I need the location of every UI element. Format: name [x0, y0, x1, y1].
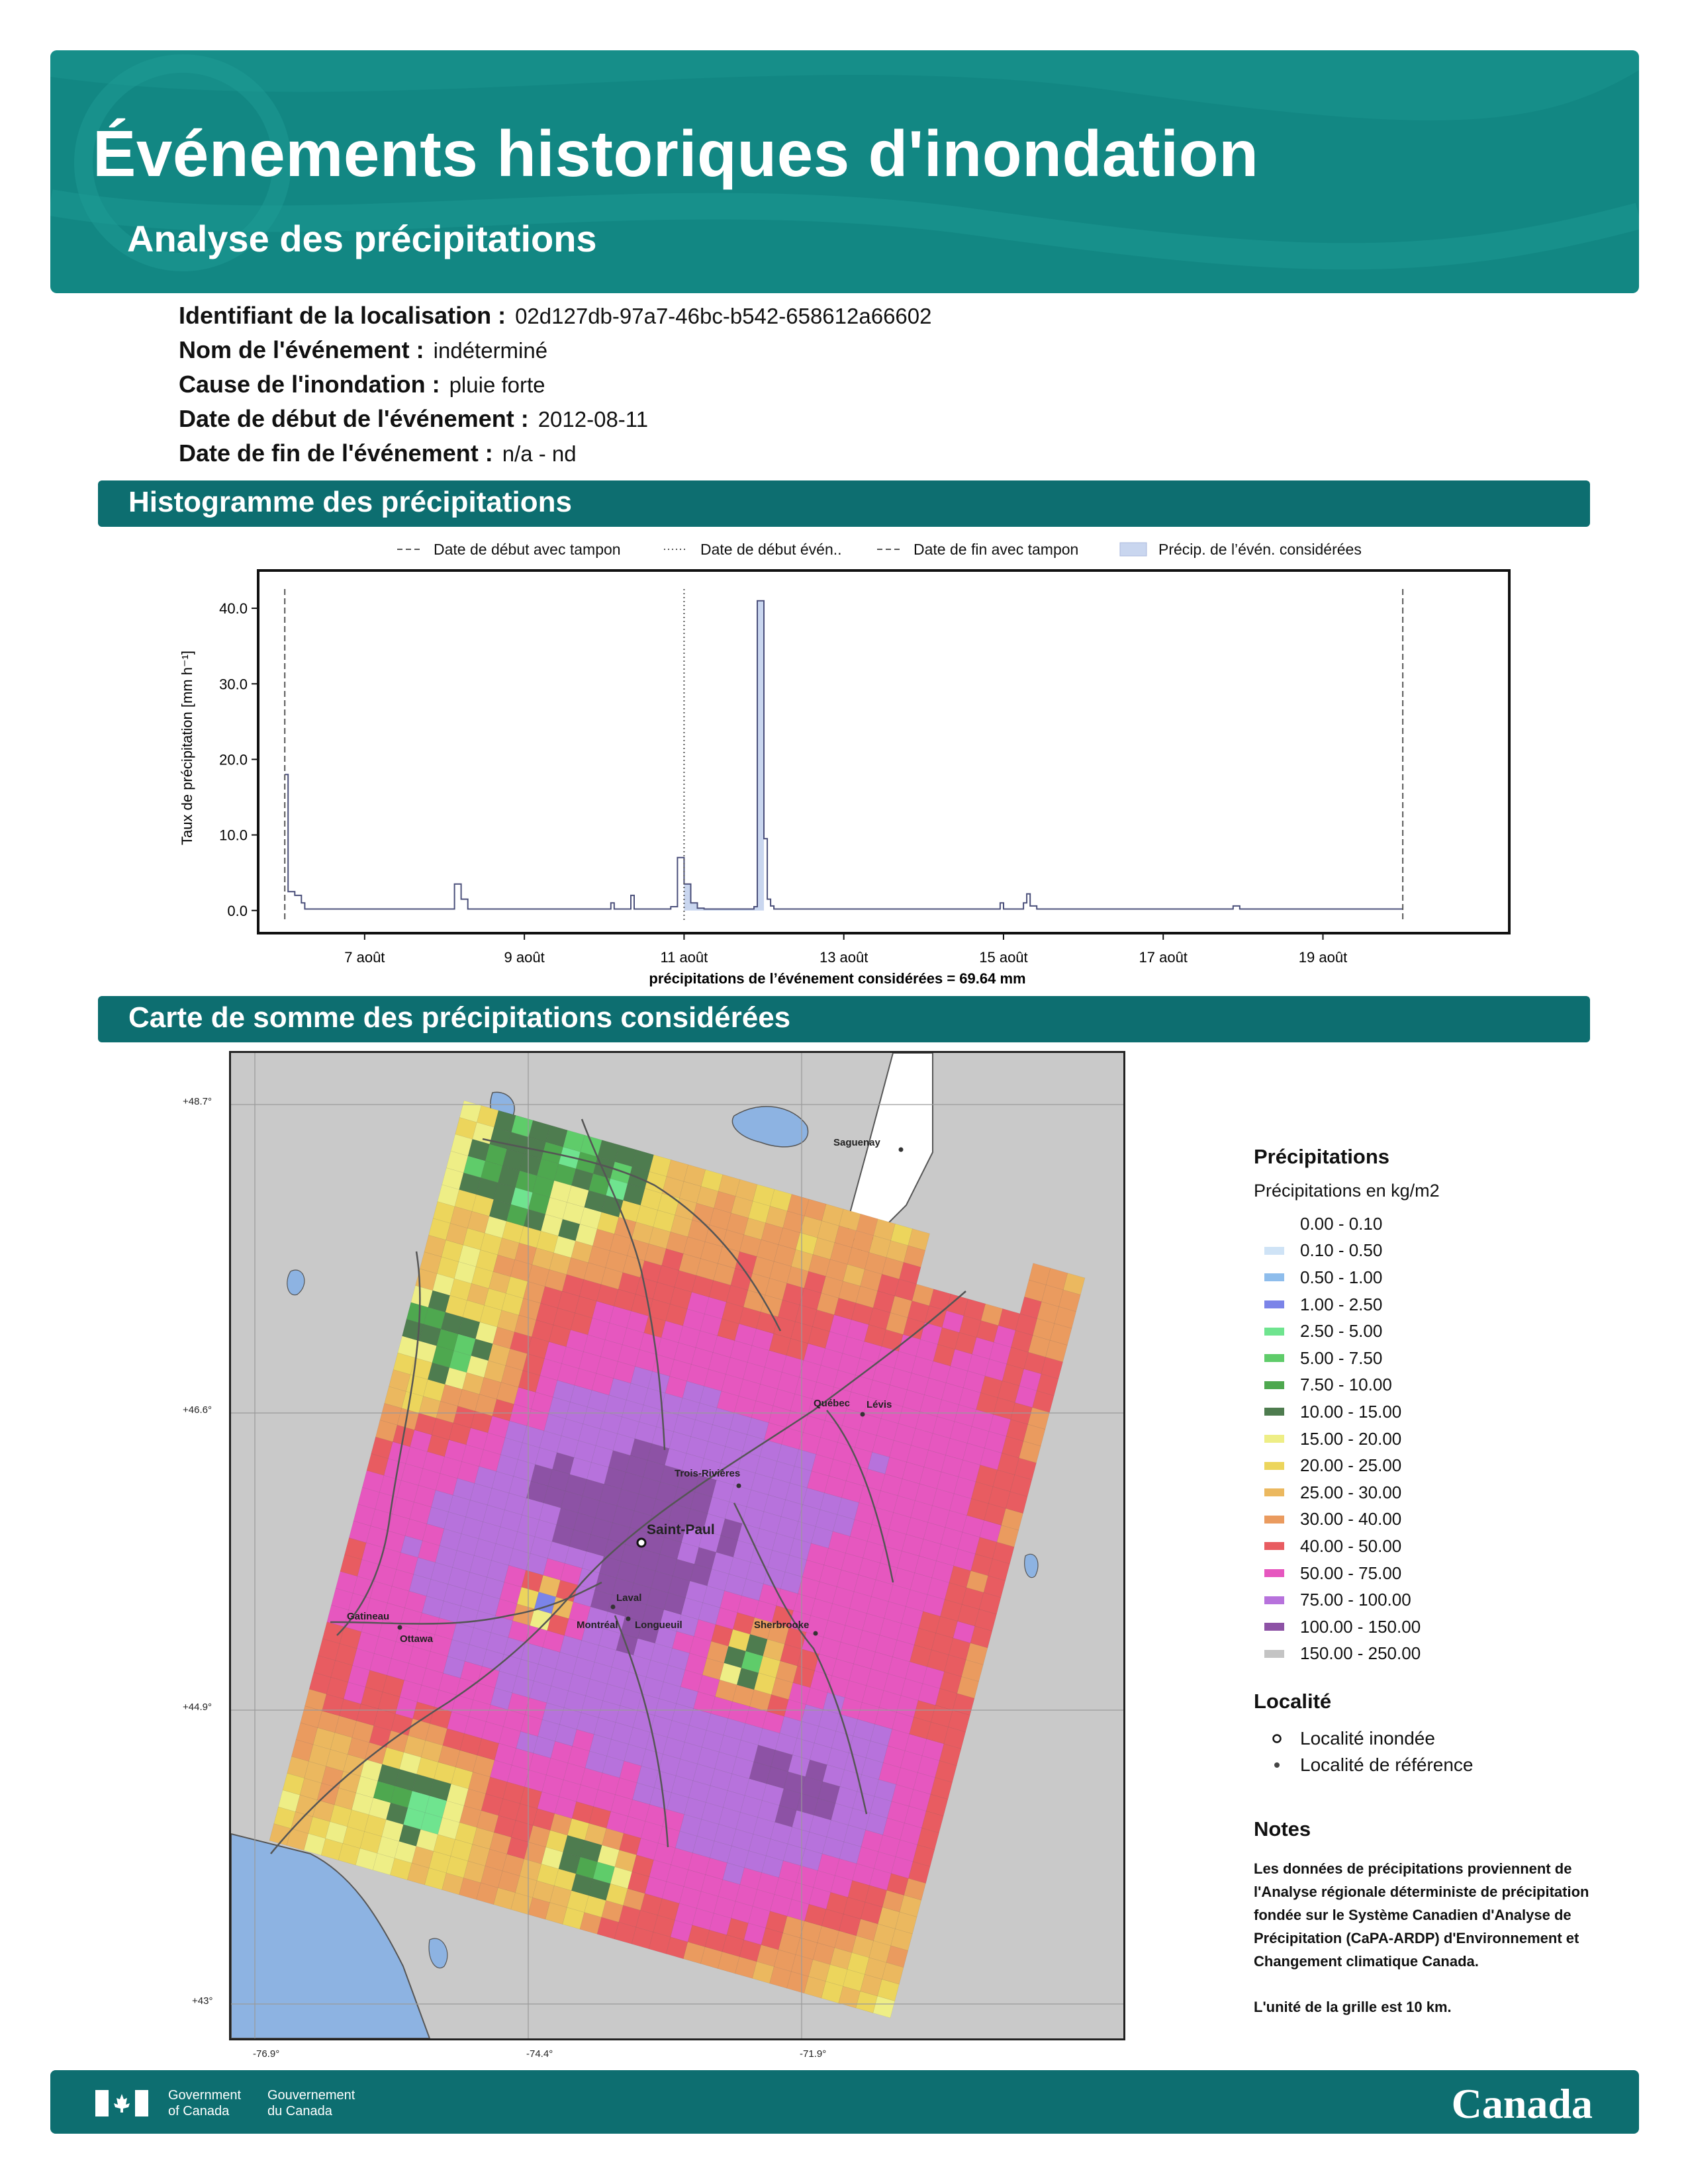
y-axis-label: Taux de précipitation [mm h⁻¹]: [179, 650, 195, 846]
info-label: Date de fin de l'événement :: [179, 439, 493, 467]
legend-class-label: 0.50 - 1.00: [1300, 1267, 1383, 1287]
lat-label: +43°: [192, 1995, 213, 2007]
legend-class-row: [1254, 1614, 1598, 1641]
x-tick-label: 15 août: [979, 949, 1028, 966]
legend-class-label: 20.00 - 25.00: [1300, 1455, 1402, 1476]
plot-frame: [258, 570, 1509, 933]
precipitation-histogram: [159, 529, 1549, 993]
place-levis: Lévis: [867, 1399, 892, 1410]
legend-class-label: 7.50 - 10.00: [1300, 1375, 1392, 1395]
reference-marker-icon: [1254, 1761, 1300, 1769]
lat-label: +44.9°: [183, 1702, 212, 1713]
legend-class-row: [1254, 1586, 1598, 1614]
info-label: Cause de l'inondation :: [179, 371, 440, 398]
lat-label: +48.7°: [183, 1096, 212, 1107]
lon-label: -71.9°: [800, 2048, 827, 2060]
legend-swatch: [1264, 1220, 1284, 1228]
gov-en-line2: of Canada: [168, 2104, 230, 2118]
legend-considered: Précip. de l’évén. considérées: [1158, 541, 1362, 558]
legend-classes: [1254, 1210, 1598, 1667]
y-tick-label: 10.0: [219, 827, 248, 844]
legend-class-row: [1254, 1264, 1598, 1291]
legend-class-row: [1254, 1372, 1598, 1399]
legend-class-label: 5.00 - 7.50: [1300, 1347, 1383, 1368]
total-precip-label: précipitations de l’événement considérées = 69.64 mm: [649, 970, 1026, 987]
lake-small: [429, 1938, 447, 1968]
lat-label: +46.6°: [183, 1404, 212, 1416]
legend-class-row: [1254, 1560, 1598, 1587]
info-value: n/a - nd: [502, 441, 577, 466]
place-ottawa: Ottawa: [400, 1633, 434, 1645]
lon-label: -76.9°: [253, 2048, 280, 2060]
legend-reference-label: Localité de référence: [1300, 1754, 1474, 1776]
info-row-cause: [179, 371, 931, 405]
x-tick-label: 11 août: [660, 949, 708, 966]
legend-reference-locality: [1254, 1752, 1598, 1778]
info-value: indéterminé: [433, 338, 548, 363]
canada-flag-icon: [95, 2090, 148, 2116]
place-laval: Laval: [616, 1592, 642, 1604]
considered-bar: [757, 601, 764, 911]
histogram-section-title: Histogramme des précipitations: [98, 480, 1590, 527]
trois-rivieres-marker: [737, 1484, 741, 1488]
legend-swatch: [1264, 1596, 1284, 1604]
y-tick-label: 0.0: [227, 902, 248, 919]
y-tick-label: 40.0: [219, 600, 248, 617]
x-tick-label: 7 août: [344, 949, 385, 966]
legend-end-buffer: Date de fin avec tampon: [914, 541, 1079, 558]
legend-swatch: [1264, 1488, 1284, 1496]
legend-swatch: [1264, 1516, 1284, 1524]
y-tick-label: 30.0: [219, 676, 248, 693]
locality-title: Localité: [1254, 1690, 1332, 1713]
info-row-end-date: [179, 439, 931, 474]
legend-swatch: [1264, 1462, 1284, 1470]
legend-unit: Précipitations en kg/m2: [1254, 1181, 1440, 1201]
x-tick-label: 19 août: [1298, 949, 1348, 966]
lake-east: [1025, 1554, 1038, 1577]
laval-marker: [611, 1605, 616, 1610]
legend-swatch: [1264, 1354, 1284, 1362]
quebec-marker: [861, 1412, 865, 1417]
y-tick-label: 20.0: [219, 751, 248, 768]
precip-grid: [269, 1101, 1085, 2018]
saguenay-marker: [899, 1148, 904, 1152]
legend-class-label: 150.00 - 250.00: [1300, 1643, 1421, 1664]
info-label: Date de début de l'événement :: [179, 405, 529, 432]
info-label: Identifiant de la localisation :: [179, 302, 506, 329]
info-value: 02d127db-97a7-46bc-b542-658612a66602: [515, 304, 932, 328]
legend-class-label: 1.00 - 2.50: [1300, 1294, 1383, 1314]
legend-swatch: [1264, 1408, 1284, 1416]
sherbrooke-marker: [814, 1631, 818, 1636]
info-value: 2012-08-11: [538, 407, 649, 432]
notes-grid: L'unité de la grille est 10 km.: [1254, 1999, 1452, 2015]
legend-class-row: [1254, 1426, 1598, 1453]
page-title: Événements historiques d'inondation: [93, 117, 1259, 190]
map-canvas: [231, 1053, 1123, 2038]
legend-class-row: [1254, 1345, 1598, 1372]
x-tick-label: 13 août: [819, 949, 868, 966]
legend-class-row: [1254, 1210, 1598, 1238]
page-subtitle: Analyse des précipitations: [127, 218, 597, 259]
place-quebec: Québec: [814, 1398, 851, 1409]
legend-swatch: [1264, 1435, 1284, 1443]
event-info: [179, 302, 931, 474]
legend-class-row: [1254, 1238, 1598, 1265]
map-section-title: Carte de somme des précipitations considérées: [98, 996, 1590, 1042]
info-row-event-name: [179, 336, 931, 371]
histogram-legend: [397, 541, 1362, 558]
legend-class-label: 2.50 - 5.00: [1300, 1321, 1383, 1342]
legend-class-row: [1254, 1479, 1598, 1506]
legend-swatch: [1264, 1300, 1284, 1308]
gov-en-line1: Government: [168, 2088, 242, 2103]
considered-bar: [684, 884, 690, 911]
legend-swatch: [1264, 1623, 1284, 1631]
place-trois-rivieres: Trois-Rivières: [675, 1468, 741, 1479]
place-sherbrooke: Sherbrooke: [754, 1619, 810, 1631]
place-longueuil: Longueuil: [635, 1619, 682, 1631]
gov-fr: [267, 2087, 355, 2119]
legend-swatch: [1264, 1328, 1284, 1336]
legend-swatch: [1264, 1542, 1284, 1550]
legend-flooded-label: Localité inondée: [1300, 1728, 1435, 1749]
page-footer: [50, 2070, 1639, 2134]
gatineau-marker: [398, 1625, 402, 1630]
legend-class-label: 15.00 - 20.00: [1300, 1428, 1402, 1449]
legend-swatch: [1264, 1569, 1284, 1577]
lake-west: [287, 1270, 305, 1295]
page-header: [50, 50, 1639, 293]
legend-event-start: Date de début évén..: [700, 541, 842, 558]
legend-class-row: [1254, 1291, 1598, 1318]
place-gatineau: Gatineau: [347, 1611, 390, 1622]
place-montreal: Montréal: [577, 1619, 618, 1631]
legend-swatch: [1264, 1273, 1284, 1281]
gov-fr-line2: du Canada: [267, 2104, 332, 2118]
montreal-marker: [626, 1617, 631, 1621]
legend-start-buffer: Date de début avec tampon: [434, 541, 621, 558]
place-saguenay: Saguenay: [833, 1137, 880, 1148]
legend-class-row: [1254, 1318, 1598, 1345]
notes-title: Notes: [1254, 1817, 1311, 1841]
x-tick-label: 17 août: [1139, 949, 1188, 966]
precipitation-map: [229, 1051, 1125, 2040]
flooded-marker-icon: [1254, 1733, 1300, 1744]
info-value: pluie forte: [449, 373, 545, 397]
legend-class-label: 40.00 - 50.00: [1300, 1535, 1402, 1556]
info-row-start-date: [179, 405, 931, 439]
info-label: Nom de l'événement :: [179, 336, 424, 363]
legend-class-label: 100.00 - 150.00: [1300, 1616, 1421, 1637]
saint-paul-flooded-marker: [637, 1539, 645, 1547]
place-saint-paul: Saint-Paul: [647, 1522, 715, 1537]
map-legend: [1254, 1145, 1598, 1778]
legend-class-row: [1254, 1641, 1598, 1668]
legend-flooded-locality: [1254, 1725, 1598, 1752]
gov-en: [168, 2087, 241, 2119]
legend-considered-swatch: [1120, 543, 1147, 556]
notes: [1254, 1817, 1598, 2019]
info-row-location-id: [179, 302, 931, 336]
legend-class-label: 30.00 - 40.00: [1300, 1509, 1402, 1529]
legend-class-label: 75.00 - 100.00: [1300, 1590, 1411, 1610]
legend-class-label: 10.00 - 15.00: [1300, 1401, 1402, 1422]
lon-label: -74.4°: [526, 2048, 553, 2060]
legend-swatch: [1264, 1247, 1284, 1255]
legend-title: Précipitations: [1254, 1145, 1389, 1168]
legend-class-label: 0.00 - 0.10: [1300, 1213, 1383, 1234]
gov-fr-line1: Gouvernement: [267, 2088, 355, 2103]
lake-saint-jean: [732, 1107, 808, 1147]
legend-class-label: 0.10 - 0.50: [1300, 1240, 1383, 1261]
legend-class-row: [1254, 1452, 1598, 1479]
legend-class-row: [1254, 1506, 1598, 1533]
notes-text: Les données de précipitations proviennent de l'Analyse régionale déterministe de précipitation fondée sur le Système Canadien d'Analyse de Précipitation (CaPA-ARDP) d'Environnement et Changement climatique Canada.: [1254, 1860, 1589, 1970]
legend-class-label: 50.00 - 75.00: [1300, 1563, 1402, 1583]
legend-class-row: [1254, 1533, 1598, 1560]
x-tick-label: 9 août: [504, 949, 545, 966]
legend-class-label: 25.00 - 30.00: [1300, 1482, 1402, 1502]
canada-wordmark: Canada: [1451, 2080, 1593, 2127]
legend-swatch: [1264, 1381, 1284, 1389]
legend-swatch: [1264, 1650, 1284, 1658]
legend-class-row: [1254, 1398, 1598, 1426]
considered-bar: [690, 903, 697, 910]
